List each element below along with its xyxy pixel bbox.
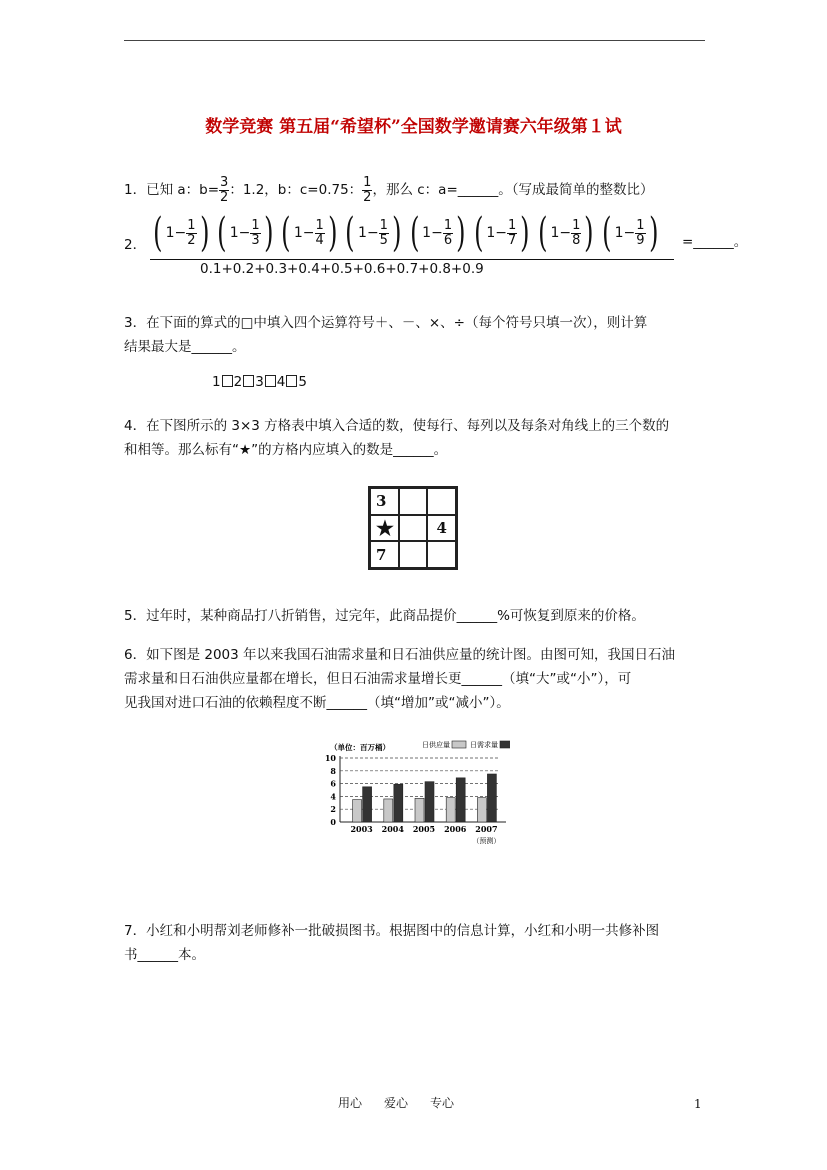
q1-mid: ：1.2，b：c=0.75： <box>229 182 363 199</box>
term-prefix: 1− <box>293 225 315 241</box>
bar <box>415 798 424 822</box>
blank-box <box>265 375 276 387</box>
grid-cell: ★ <box>370 515 399 542</box>
term-prefix: 1− <box>229 225 251 241</box>
q2-term: ( 1− $\frac{1}{5}$ ) <box>345 210 402 256</box>
category-note: （预测） <box>472 837 501 845</box>
bar <box>384 799 393 822</box>
grid-cell: 3 <box>370 488 399 515</box>
q1-post: ，那么 c：a=______。（写成最简单的整数比） <box>372 182 654 199</box>
grid-cell <box>427 488 456 515</box>
bar <box>487 774 496 822</box>
bar <box>353 800 362 822</box>
grid-cell <box>399 488 428 515</box>
q2-label: 2． <box>124 237 147 253</box>
fraction: $\frac{3}{2}$ <box>220 175 229 205</box>
x-tick-label: 2007 <box>475 824 498 834</box>
grid-cell <box>399 541 428 568</box>
bar <box>425 782 434 822</box>
page-number: 1 <box>694 1097 702 1111</box>
blank-box <box>243 375 254 387</box>
q6-line3: 见我国对进口石油的依赖程度不断______（填“增加”或“减小”）。 <box>124 695 510 711</box>
footer <box>338 1094 476 1111</box>
y-tick-label: 8 <box>330 765 336 776</box>
q2-term: ( 1− $\frac{1}{4}$ ) <box>281 210 338 256</box>
term-prefix: 1− <box>165 225 187 241</box>
fraction: $\frac{1}{9}$ <box>636 217 645 248</box>
term-prefix: 1− <box>550 225 572 241</box>
term-prefix: 1− <box>486 225 507 241</box>
bar <box>477 798 486 822</box>
q7-line2: 书______本。 <box>124 947 205 963</box>
q2-denominator: 0.1+0.2+0.3+0.4+0.5+0.6+0.7+0.8+0.9 <box>200 261 484 277</box>
footer-item: 用心 <box>338 1096 363 1110</box>
magic-square <box>368 486 458 570</box>
fraction: $\frac{1}{7}$ <box>507 217 517 248</box>
q3-line1: 3．在下面的算式的□中填入四个运算符号＋、－、×、÷（每个符号只填一次），则计算 <box>124 315 648 331</box>
q4-line2: 和相等。那么标有“★”的方格内应填入的数是______。 <box>124 442 448 458</box>
bar <box>363 787 372 822</box>
fraction: $\frac{1}{6}$ <box>443 217 453 248</box>
term-prefix: 1− <box>358 225 379 241</box>
grid-cell <box>427 541 456 568</box>
page-title: 数学竞赛 第五届“希望杯”全国数学邀请赛六年级第１试 <box>205 117 622 137</box>
y-tick-label: 0 <box>330 817 336 827</box>
q6-line1: 6．如下图是 2003 年以来我国石油需求量和日石油供应量的统计图。由图可知，我国日石油 <box>124 647 676 663</box>
x-tick-label: 2005 <box>412 824 436 834</box>
q2-term: ( 1− $\frac{1}{3}$ ) <box>217 210 274 256</box>
grid-cell: 7 <box>370 541 399 568</box>
fraction: $\frac{1}{5}$ <box>379 217 388 248</box>
blank-box <box>286 375 297 387</box>
y-tick-label: 4 <box>330 791 336 802</box>
legend-swatch <box>500 741 510 748</box>
q7-line1: 7．小红和小明帮刘老师修补一批破损图书。根据图中的信息计算，小红和小明一共修补图 <box>124 923 660 939</box>
q2-term: ( 1− $\frac{1}{8}$ ) <box>537 210 594 256</box>
digit: 2 <box>233 374 243 390</box>
bar <box>456 778 465 822</box>
fraction: $\frac{1}{8}$ <box>572 217 581 248</box>
x-tick-label: 2006 <box>444 824 467 834</box>
q2-term: ( 1− $\frac{1}{2}$ ) <box>153 210 210 256</box>
digit: 4 <box>276 374 286 390</box>
q4-line1: 4．在下图所示的 3×3 方格表中填入合适的数，使每行、每列以及每条对角线上的三个数的 <box>124 418 670 434</box>
bar <box>446 798 455 822</box>
grid-cell <box>399 515 428 542</box>
q2-term: ( 1− $\frac{1}{9}$ ) <box>602 210 659 256</box>
fraction: $\frac{1}{3}$ <box>251 217 260 248</box>
fraction: $\frac{1}{2}$ <box>187 217 196 248</box>
x-tick-label: 2004 <box>381 824 404 834</box>
legend-swatch <box>452 741 466 748</box>
q3-line2: 结果最大是______。 <box>124 339 246 355</box>
y-tick-label: 2 <box>330 804 336 815</box>
legend-label: 日需求量 <box>470 741 498 749</box>
chart-unit-label: （单位：百万桶） <box>330 743 390 752</box>
legend-label: 日供应量 <box>422 741 450 749</box>
q5-line1: 5．过年时，某种商品打八折销售，过完年，此商品提价______%可恢复到原来的价格。 <box>124 608 645 624</box>
blank-box <box>222 375 233 387</box>
q2-term: ( 1− $\frac{1}{6}$ ) <box>409 210 466 256</box>
digit: 5 <box>298 374 307 390</box>
y-tick-label: 10 <box>324 753 336 763</box>
digit: 3 <box>255 374 264 390</box>
q6-line2: 需求量和日石油供应量都在增长，但日石油需求量增长更______（填“大”或“小”），可 <box>124 671 632 687</box>
header-rule <box>124 40 705 41</box>
q2-term: ( 1− $\frac{1}{7}$ ) <box>473 210 530 256</box>
footer-item: 专心 <box>430 1096 455 1110</box>
fraction-bar <box>150 259 674 260</box>
term-prefix: 1− <box>422 225 443 241</box>
q2-numerator <box>150 210 663 256</box>
q3-expression <box>212 374 307 390</box>
x-tick-label: 2003 <box>350 824 373 834</box>
fraction: $\frac{1}{2}$ <box>363 175 372 205</box>
bar <box>394 784 403 822</box>
q2-tail: =______。 <box>682 234 748 250</box>
grid-cell: 4 <box>427 515 456 542</box>
question-1 <box>124 176 654 204</box>
digit: 1 <box>212 374 221 390</box>
y-tick-label: 6 <box>330 778 336 789</box>
fraction: $\frac{1}{4}$ <box>315 217 324 248</box>
oil-bar-chart <box>318 738 510 850</box>
footer-item: 爱心 <box>384 1096 409 1110</box>
q1-pre: 1．已知 a：b= <box>124 182 220 199</box>
term-prefix: 1− <box>614 225 636 241</box>
